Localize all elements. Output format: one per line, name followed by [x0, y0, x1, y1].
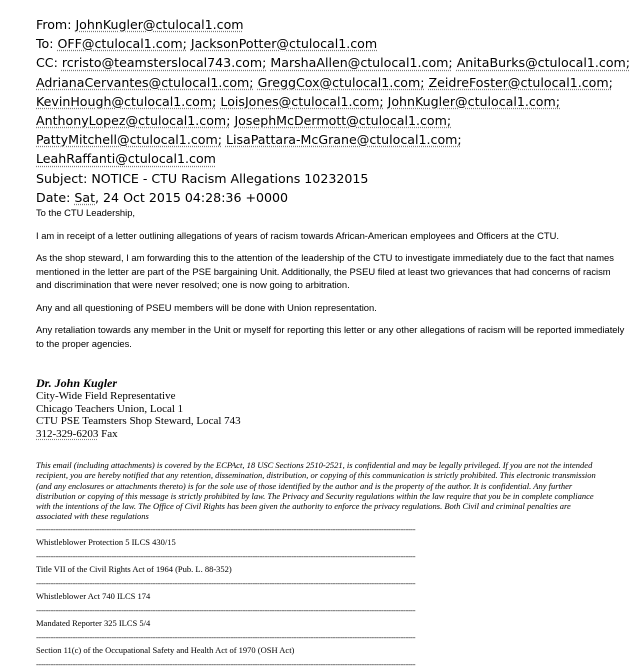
subject-line: [36, 169, 636, 188]
date-line: [36, 188, 636, 207]
cc-address[interactable]: AnitaBurks@ctulocal1.com;: [456, 55, 631, 71]
law-item: Whistleblower Protection 5 ILCS 430/15: [36, 537, 176, 547]
cc-address[interactable]: MarshaAllen@ctulocal1.com;: [270, 55, 453, 71]
fax-label: Fax: [98, 427, 118, 440]
from-line: [36, 15, 636, 34]
body-paragraph: Any retaliation towards any member in the Unit or myself for reporting this letter or any other allegations of racism will be reported immediately to the proper agencies.: [36, 324, 625, 349]
date-day: Sat: [74, 189, 96, 205]
cc-address[interactable]: AnthonyLopez@ctulocal1.com;: [36, 113, 231, 129]
cc-address[interactable]: rcristo@teamsterslocal743.com;: [61, 55, 267, 71]
to-line: [36, 34, 636, 53]
cc-line: [36, 130, 636, 149]
cc-address[interactable]: KevinHough@ctulocal1.com;: [36, 93, 217, 109]
law-item: Whistleblower Act 740 ILCS 174: [36, 591, 151, 601]
to-address[interactable]: OFF@ctulocal1.com;: [57, 36, 187, 52]
signature-title: City-Wide Field Representative: [36, 390, 176, 402]
body-paragraph: Any and all questioning of PSEU members will be done with Union representation.: [36, 301, 377, 313]
separator: ------------------------------------------------------------------------------------------------------------------------------------------------------------: [36, 551, 416, 561]
from-label: From:: [36, 17, 72, 32]
separator: ------------------------------------------------------------------------------------------------------------------------------------------------------------: [36, 632, 416, 642]
cc-address[interactable]: LisaPattara-McGrane@ctulocal1.com;: [225, 132, 462, 148]
date-text: , 24 Oct 2015 04:28:36 +0000: [95, 189, 289, 205]
separator: ------------------------------------------------------------------------------------------------------------------------------------------------------------: [36, 524, 416, 534]
email-body: [36, 206, 626, 359]
subject-text: NOTICE - CTU Racism Allegations 10232015: [91, 170, 369, 186]
cc-line: [36, 92, 636, 111]
cc-address[interactable]: JohnKugler@ctulocal1.com;: [387, 93, 560, 109]
cc-line: [36, 111, 636, 130]
cc-line: [36, 53, 636, 72]
fax-number[interactable]: 312-329-6203: [36, 427, 99, 440]
to-address[interactable]: JacksonPotter@ctulocal1.com: [190, 36, 378, 52]
signature-fax: [36, 428, 436, 441]
cc-address[interactable]: AdrianaCervantes@ctulocal1.com;: [36, 74, 254, 90]
cc-line: [36, 149, 636, 168]
salutation: To the CTU Leadership,: [36, 207, 136, 218]
signature-block: [36, 376, 436, 440]
body-paragraph: As the shop steward, I am forwarding this to the attention of the leadership of the CTU to investigate immediately due to the fact that names mentioned in the letter are part of the PSE bargaining Unit. Additionally, the PSEU filed at least two grievances that had concerns of racism and discrimination that were never resolved; one is now going to arbitration.: [36, 252, 614, 290]
law-item: Mandated Reporter 325 ILCS 5/4: [36, 618, 151, 628]
cc-address[interactable]: LoisJones@ctulocal1.com;: [220, 93, 384, 109]
law-item: Title VII of the Civil Rights Act of 1964 (Pub. L. 88-352): [36, 564, 232, 574]
body-paragraph: I am in receipt of a letter outlining allegations of years of racism towards African-American employees and Officers at the CTU.: [36, 229, 559, 241]
legal-disclaimer: This email (including attachments) is covered by the ECPAct, 18 USC Sections 2510-2521, is confidential and may be legally privileged. If you are not the intended recipient, you are hereby notified that any retention, dissemination, distribution, or copying of this communication is strictly prohibited. This electronic transmission (and any enclosures or attachments thereto) is for the sole use of those identified by the author and is the property of the author. It is confidential. Any further distribution or copying of this message is strictly prohibited by law. The Privacy and Security regulations within the law require that you be in complete compliance with the intentions of the law. The Office of Civil Rights has been given the authority to enforce the privacy regulations. Both Civil and criminal penalties are associated with these regulations: [36, 460, 596, 522]
separator: ------------------------------------------------------------------------------------------------------------------------------------------------------------: [36, 578, 416, 588]
cc-address[interactable]: LeahRaffanti@ctulocal1.com: [36, 151, 216, 167]
cc-line: [36, 73, 636, 92]
signature-org: Chicago Teachers Union, Local 1: [36, 402, 184, 415]
cc-address[interactable]: ZeidreFoster@ctulocal1.com;: [428, 74, 613, 90]
cc-address[interactable]: GreggCox@ctulocal1.com;: [257, 74, 425, 90]
signature-steward: CTU PSE Teamsters Shop Steward, Local 743: [36, 415, 241, 428]
date-label: Date:: [36, 189, 71, 205]
signature-name: Dr. John Kugler: [36, 376, 118, 390]
to-label: To:: [36, 36, 54, 52]
separator: ------------------------------------------------------------------------------------------------------------------------------------------------------------: [36, 659, 416, 669]
subject-label: Subject:: [36, 170, 88, 186]
cc-address[interactable]: JosephMcDermott@ctulocal1.com;: [234, 113, 452, 129]
cc-address[interactable]: PattyMitchell@ctulocal1.com;: [36, 132, 222, 148]
law-item: Section 11(c) of the Occupational Safety and Health Act of 1970 (OSH Act): [36, 645, 295, 655]
separator: ------------------------------------------------------------------------------------------------------------------------------------------------------------: [36, 605, 416, 615]
law-list: [36, 524, 416, 669]
email-header: [36, 15, 636, 207]
from-address[interactable]: JohnKugler@ctulocal1.com: [75, 17, 244, 32]
cc-label: CC:: [36, 55, 58, 71]
